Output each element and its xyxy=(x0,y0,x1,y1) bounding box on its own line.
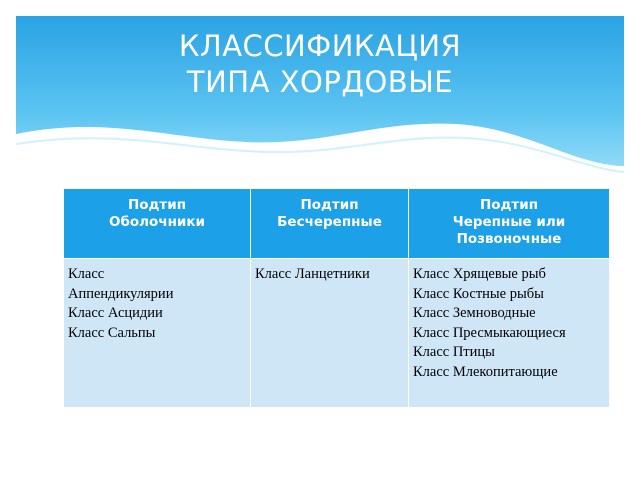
header-line: Черепные или xyxy=(452,214,566,230)
header-line: Оболочники xyxy=(108,214,206,230)
table-row xyxy=(64,259,610,408)
cell-tunicates-classes xyxy=(64,259,251,408)
class-item: Класс Млекопитающие xyxy=(413,363,558,380)
header-subtype-acrania xyxy=(251,189,409,259)
header-subtype-vertebrates xyxy=(409,189,610,259)
slide-title xyxy=(16,28,624,100)
header-line: Позвоночные xyxy=(456,231,562,247)
header-line: Подтип xyxy=(479,197,539,213)
class-item: Аппендикулярии xyxy=(68,285,174,302)
class-item: Класс Ланцетники xyxy=(255,266,370,282)
class-item: Класс Хрящевые рыб xyxy=(413,266,546,282)
header-line: Подтип xyxy=(127,197,187,213)
title-line-2: ТИПА ХОРДОВЫЕ xyxy=(186,65,454,99)
slide xyxy=(16,16,624,464)
class-item: Класс Птицы xyxy=(413,344,495,360)
class-item: Класс Земноводные xyxy=(413,305,536,321)
cell-vertebrates-classes xyxy=(409,259,610,408)
class-item: Класс Костные рыбы xyxy=(413,285,544,302)
cell-acrania-classes xyxy=(251,259,409,408)
class-item: Класс Пресмыкающиеся xyxy=(413,324,566,341)
classification-table xyxy=(63,188,610,408)
class-item: Класс Сальпы xyxy=(68,324,156,341)
table-header-row xyxy=(64,189,610,259)
header-line: Бесчерепные xyxy=(277,214,382,230)
header-line: Подтип xyxy=(300,197,359,213)
class-item: Класс xyxy=(68,266,105,282)
class-item: Класс Асцидии xyxy=(68,305,163,321)
title-line-1: КЛАССИФИКАЦИЯ xyxy=(178,29,462,63)
header-subtype-tunicates xyxy=(64,189,251,259)
